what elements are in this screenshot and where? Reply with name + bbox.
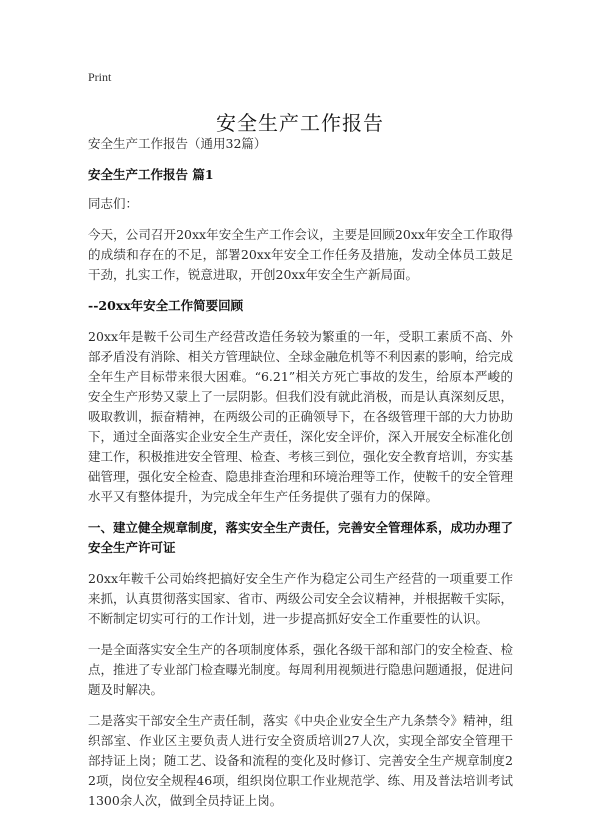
document-body — [88, 134, 513, 822]
document-subtitle: 安全生产工作报告（通用32篇） — [88, 136, 267, 151]
review-paragraph: 20xx年是鞍千公司生产经营改造任务较为繁重的一年，受职工素质不高、外部矛盾没有消除、相关方管理缺位、全球金融危机等不利因素的影响，给完成全年生产目标带来很大困难。“6.21”相关方死亡事故的发生，给原本严峻的安全生产形势又蒙上了一层阴影。但我们没有就此消极，而是认真深刻反思，吸取教训，振奋精神，在两级公司的正确领导下，在各级管理干部的大力协助下，通过全面落实企业安全生产责任，深化安全评价，深入开展安全标准化创建工作，积极推进安全管理、检查、考核三到位，强化安全教育培训，夯实基础管理，强化安全检查、隐患排查治理和环境治理等工作，使鞍千的安全管理水平又有整体提升，为完成全年生产任务提供了强有力的保障。 — [88, 329, 514, 504]
section-one-paragraph: 20xx年鞍千公司始终把搞好安全生产作为稳定公司生产经营的一项重要工作来抓，认真贯彻落实国家、省市、两级公司安全会议精神，并根据鞍千实际，不断制定切实可行的工作计划，进一步提高抓好安全工作重要性的认识。 — [88, 571, 514, 626]
print-link[interactable]: Print — [88, 70, 112, 84]
greeting: 同志们： — [88, 196, 139, 211]
section-one-heading: 一、建立健全规章制度，落实安全生产责任，完善安全管理体系，成功办理了安全生产许可证 — [88, 520, 514, 555]
point-one-paragraph: 一是全面落实安全生产的各项制度体系，强化各级干部和部门的安全检查、检点，推进了专业部门检查曝光制度。每周利用视频进行隐患问题通报，促进问题及时解决。 — [88, 642, 514, 697]
intro-paragraph: 今天，公司召开20xx年安全生产工作会议，主要是回顾20xx年安全工作取得的成绩和存在的不足，部署20xx年安全工作任务及措施，发动全体员工鼓足干劲，扎实工作，锐意进取，开创20xx年安全生产新局面。 — [88, 227, 513, 282]
point-two-paragraph: 二是落实干部安全生产责任制，落实《中央企业安全生产九条禁令》精神，组织部室、作业区主要负责人进行安全资质培训27人次，实现全部安全管理干部持证上岗；随工艺、设备和流程的变化及时修订、完善安全生产规章制度22项，岗位安全规程46项，组织岗位职工作业规范学、练、用及普法培训考试1300余人次，做到全员持证上岗。 — [88, 713, 514, 808]
document-title: 安全生产工作报告 — [216, 111, 384, 136]
review-heading: --20xx年安全工作简要回顾 — [88, 298, 244, 313]
article-heading: 安全生产工作报告 篇1 — [88, 167, 214, 182]
